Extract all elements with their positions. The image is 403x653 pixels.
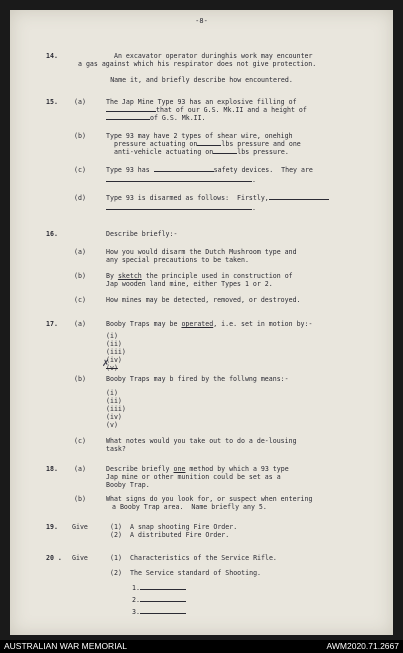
sub-label: (a) bbox=[74, 465, 86, 473]
question-text-underlined: sketch bbox=[117, 272, 142, 280]
list-number: 1. bbox=[132, 584, 140, 592]
list-number: 2. bbox=[132, 596, 140, 604]
archive-reference: AWM2020.71.2667 bbox=[326, 641, 399, 651]
roman-item: (ii) bbox=[106, 340, 122, 348]
question-text: anti-vehicle actuating on bbox=[114, 148, 214, 156]
question-text: the principle used in construction of bbox=[145, 272, 293, 280]
sub-label: (d) bbox=[74, 194, 86, 202]
answer-blank[interactable] bbox=[106, 209, 252, 210]
question-text: task? bbox=[106, 445, 126, 453]
question-text-underlined: operated bbox=[181, 320, 214, 328]
roman-item: (i) bbox=[106, 332, 118, 340]
answer-blank[interactable] bbox=[197, 145, 221, 146]
question-text: Describe briefly bbox=[106, 465, 170, 473]
question-give: Give bbox=[72, 554, 88, 562]
question-text: Type 93 is disarmed as follows: Firstly, bbox=[106, 194, 269, 202]
item-label: (2) bbox=[110, 569, 122, 577]
question-give: Give bbox=[72, 523, 88, 531]
item-label: (2) bbox=[110, 531, 122, 539]
handwritten-cross-mark: ✗ bbox=[102, 359, 110, 369]
sub-label: (a) bbox=[74, 98, 86, 106]
sub-label: (a) bbox=[74, 248, 86, 256]
answer-blank[interactable] bbox=[269, 199, 329, 200]
archive-name: AUSTRALIAN WAR MEMORIAL bbox=[4, 641, 127, 651]
question-number: 19. bbox=[46, 523, 58, 531]
question-number: 16. bbox=[46, 230, 58, 238]
question-text: Characteristics of the Service Rifle. bbox=[130, 554, 277, 562]
page-number: -8- bbox=[195, 17, 208, 25]
answer-blank[interactable] bbox=[140, 589, 186, 590]
question-number: 18. bbox=[46, 465, 58, 473]
question-number: 20 . bbox=[46, 554, 62, 562]
question-text: Booby Traps may be bbox=[106, 320, 178, 328]
answer-blank[interactable] bbox=[140, 601, 186, 602]
question-text: that of our G.S. Mk.II and a height of bbox=[156, 106, 307, 114]
roman-item: (iv) bbox=[106, 413, 122, 421]
answer-blank[interactable] bbox=[106, 111, 156, 112]
roman-item: (iii) bbox=[106, 405, 126, 413]
roman-item-struck: (v) bbox=[106, 364, 118, 372]
roman-item: (v) bbox=[106, 421, 118, 429]
question-text: Type 93 has bbox=[106, 166, 150, 174]
question-text: A snap shooting Fire Order. bbox=[130, 523, 238, 531]
question-text: Jap wooden land mine, either Types 1 or 2. bbox=[106, 280, 273, 288]
sub-label: (c) bbox=[74, 437, 86, 445]
question-text: Type 93 may have 2 types of shear wire, onehigh bbox=[106, 132, 293, 140]
question-text: An excavator operator duringhis work may encounter bbox=[114, 52, 313, 60]
question-text: How mines may be detected, removed, or destroyed. bbox=[106, 296, 301, 304]
question-number: 15. bbox=[46, 98, 58, 106]
item-label: (1) bbox=[110, 523, 122, 531]
answer-blank[interactable] bbox=[154, 171, 214, 172]
roman-item: (i) bbox=[106, 389, 118, 397]
item-label: (1) bbox=[110, 554, 122, 562]
question-text: pressure actuating on bbox=[114, 140, 198, 148]
list-number: 3. bbox=[132, 608, 140, 616]
archive-caption-bar bbox=[0, 640, 403, 653]
question-text: a Booby Trap area. Name briefly any 5. bbox=[112, 503, 267, 511]
roman-item: (iv) bbox=[106, 356, 122, 364]
document-page bbox=[10, 10, 393, 635]
sub-label: (b) bbox=[74, 272, 86, 280]
question-text: A distributed Fire Order. bbox=[130, 531, 230, 539]
question-number: 14. bbox=[46, 52, 58, 60]
question-text: By bbox=[106, 272, 114, 280]
question-text: The Jap Mine Type 93 has an explosive filling of bbox=[106, 98, 297, 106]
question-text: lbs pressure and one bbox=[221, 140, 301, 148]
question-text: Jap mine or other munition could be set as a bbox=[106, 473, 281, 481]
answer-blank[interactable] bbox=[106, 181, 252, 182]
question-text: method by which a 93 type bbox=[189, 465, 289, 473]
question-text: How you would disarm the Dutch Mushroom type and bbox=[106, 248, 297, 256]
question-text: Name it, and briefly describe how encountered. bbox=[110, 76, 293, 84]
document-body: -8- 14. An excavator operator duringhis work may encounter a gas against which his respirator does not give protection. Name it, and briefly describe how encountered. 15. (a) The Jap Mine Type 93 has an explosive filling of that of our G.S. Mk.II and a height of of G.S. Mk.II. (b) Type 93 may have 2 types of shear wire, onehigh pressure actuating on lbs pressure and one anti-vehicle actuating on lbs pressure. (c) Type 93 has safety devices. They are . (d) Type 93 is disarmed as follows: Firstly, . 16. Describe briefly:- (a) How you would disarm the Dutch Mushroom type and any special precautions to be taken. (b) By sketch the principle used in construction of Jap wooden land mine, either Types 1 or 2. (c) How mines may be detected, removed, or destroyed. 17. (a) Booby Traps may be operated, i.e. set in motion by:- (i) (ii) (iii) (iv) (v) ✗ (b) Booby Traps may b fired by the follwng means:- (i) (ii) (iii) (iv) (v) (c) What notes would you take out to do a de-lousing task? 18. (a) Describe briefly one method by which a 93 type Jap mine or other munition could be set as a Booby Trap. (b) What signs do you look for, or suspect when entering a Booby Trap area. Name briefly any 5. 19. Give (1) A snap shooting Fire Order. (2) A distributed Fire Order. 20 . Give (1) Characteristics of the Service Rifle. (2) The Service standard of Shooting. 1. 2. 3. bbox=[10, 10, 393, 635]
question-text-underlined: one bbox=[173, 465, 186, 473]
question-text: any special precautions to be taken. bbox=[106, 256, 249, 264]
question-text: Booby Traps may b fired by the follwng means:- bbox=[106, 375, 289, 383]
answer-blank[interactable] bbox=[140, 613, 186, 614]
sub-label: (b) bbox=[74, 132, 86, 140]
question-text: What signs do you look for, or suspect when entering bbox=[106, 495, 313, 503]
question-text: The Service standard of Shooting. bbox=[130, 569, 262, 577]
answer-blank[interactable] bbox=[213, 153, 237, 154]
sub-label: (c) bbox=[74, 296, 86, 304]
question-text: Describe briefly:- bbox=[106, 230, 178, 238]
question-text: safety devices. They are bbox=[213, 166, 313, 174]
roman-item: (iii) bbox=[106, 348, 126, 356]
sub-label: (c) bbox=[74, 166, 86, 174]
question-text: , i.e. set in motion by:- bbox=[213, 320, 313, 328]
question-text: What notes would you take out to do a de-lousing bbox=[106, 437, 297, 445]
question-text: a gas against which his respirator does not give protection. bbox=[78, 60, 317, 68]
question-number: 17. bbox=[46, 320, 58, 328]
sub-label: (a) bbox=[74, 320, 86, 328]
roman-item: (ii) bbox=[106, 397, 122, 405]
sub-label: (b) bbox=[74, 495, 86, 503]
question-text: of G.S. Mk.II. bbox=[150, 114, 206, 122]
question-text: lbs pressure. bbox=[237, 148, 289, 156]
sub-label: (b) bbox=[74, 375, 86, 383]
answer-blank[interactable] bbox=[106, 119, 150, 120]
question-text: Booby Trap. bbox=[106, 481, 150, 489]
